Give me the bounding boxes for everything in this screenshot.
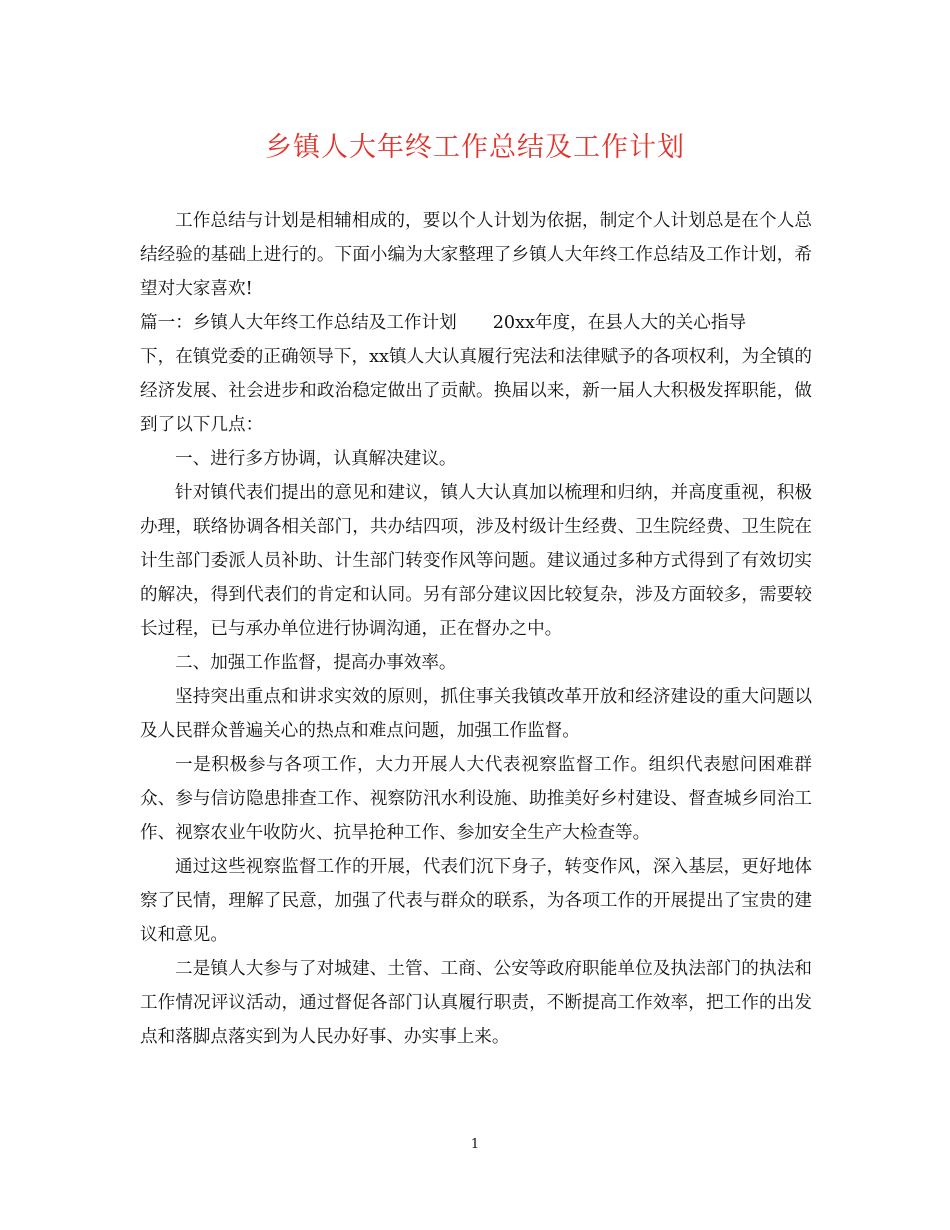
section1-heading: 一、进行多方协调，认真解决建议。 bbox=[175, 449, 457, 469]
part1-lead: 20xx年度，在县人大的关心指导 bbox=[492, 313, 747, 333]
part1-heading: 篇一：乡镇人大年终工作总结及工作计划 bbox=[140, 313, 457, 333]
document-title: 乡镇人大年终工作总结及工作计划 bbox=[265, 132, 685, 163]
part1-paragraph bbox=[140, 306, 812, 442]
document-body bbox=[140, 204, 812, 1054]
item1-paragraph: 一是积极参与各项工作，大力开展人大代表视察监督工作。组织代表慰问困难群众、参与信访隐患排查工作、视察防汛水利设施、助推美好乡村建设、督查城乡同治工作、视察农业午收防火、抗旱抢种工作、参加安全生产大检查等。 bbox=[140, 755, 812, 843]
page-number: 1 bbox=[470, 1137, 480, 1152]
item1-result-paragraph: 通过这些视察监督工作的开展，代表们沉下身子，转变作风，深入基层，更好地体察了民情，理解了民意，加强了代表与群众的联系，为各项工作的开展提出了宝贵的建议和意见。 bbox=[140, 857, 812, 945]
part1-lead-continuation: 下，在镇党委的正确领导下，xx镇人大认真履行宪法和法律赋予的各项权利，为全镇的经济发展、社会进步和政治稳定做出了贡献。换届以来，新一届人大积极发挥职能，做到了以下几点： bbox=[140, 347, 812, 435]
section2-body: 坚持突出重点和讲求实效的原则，抓住事关我镇改革开放和经济建设的重大问题以及人民群众普遍关心的热点和难点问题，加强工作监督。 bbox=[140, 687, 812, 741]
section2-heading: 二、加强工作监督，提高办事效率。 bbox=[175, 653, 457, 673]
intro-paragraph: 工作总结与计划是相辅相成的，要以个人计划为依据，制定个人计划总是在个人总结经验的基础上进行的。下面小编为大家整理了乡镇人大年终工作总结及工作计划，希望对大家喜欢! bbox=[140, 211, 812, 299]
section1-body: 针对镇代表们提出的意见和建议，镇人大认真加以梳理和归纳，并高度重视，积极办理，联络协调各相关部门，共办结四项，涉及村级计生经费、卫生院经费、卫生院在计生部门委派人员补助、计生部门转变作风等问题。建议通过多种方式得到了有效切实的解决，得到代表们的肯定和认同。另有部分建议因比较复杂，涉及方面较多，需要较长过程，已与承办单位进行协调沟通，正在督办之中。 bbox=[140, 483, 812, 639]
item2-paragraph: 二是镇人大参与了对城建、土管、工商、公安等政府职能单位及执法部门的执法和工作情况评议活动，通过督促各部门认真履行职责，不断提高工作效率，把工作的出发点和落脚点落实到为人民办好事、办实事上来。 bbox=[140, 959, 812, 1047]
